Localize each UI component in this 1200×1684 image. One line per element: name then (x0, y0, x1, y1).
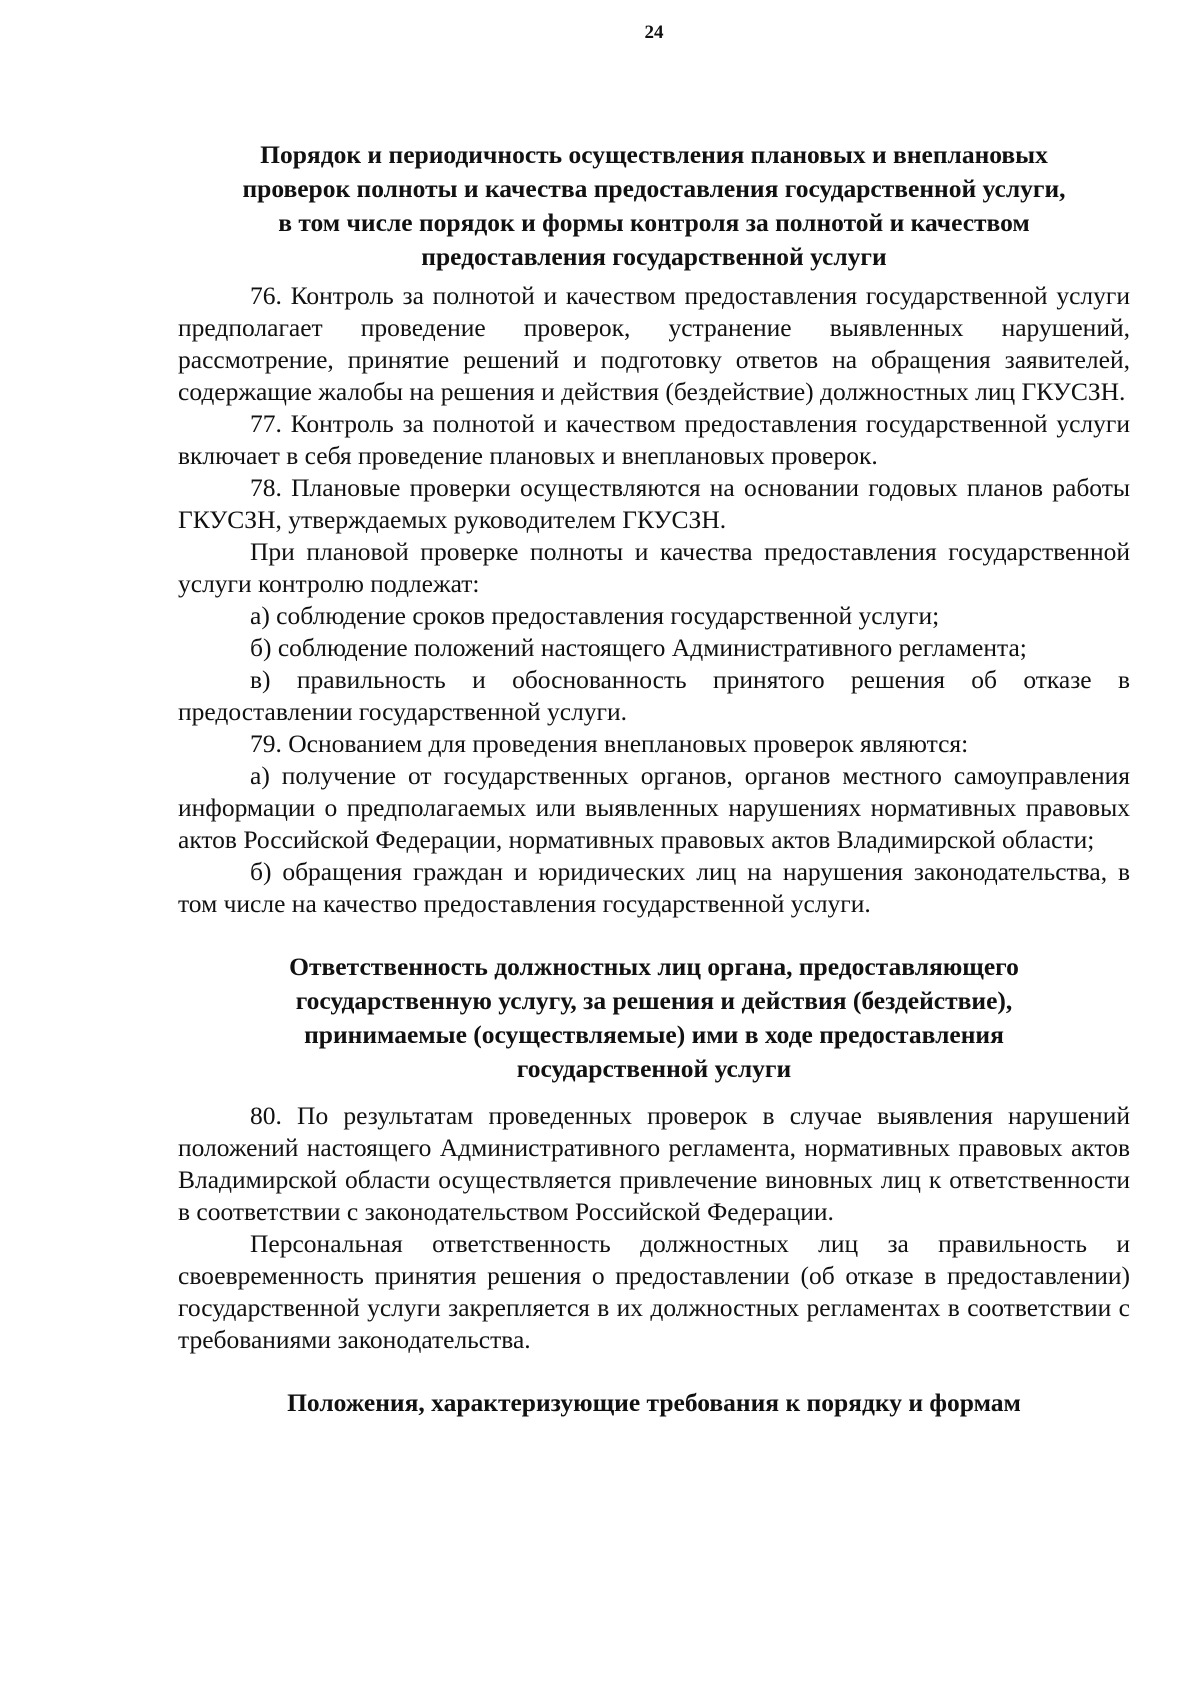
section-heading-control (178, 138, 1130, 274)
heading-line: принимаемые (осуществляемые) ими в ходе предоставления (304, 1020, 1004, 1049)
page-content (178, 138, 1130, 1420)
list-item-b: б) соблюдение положений настоящего Административного регламента; (250, 633, 1027, 662)
heading-line: в том числе порядок и формы контроля за полнотой и качеством (278, 208, 1030, 237)
list-item-v: в) правильность и обоснованность принятого решения об отказе в предоставлении государственной услуги. (178, 665, 1130, 726)
paragraph-planned-check: При плановой проверке полноты и качества предоставления государственной услуги контролю подлежат: (178, 537, 1130, 598)
heading-line: Порядок и периодичность осуществления плановых и внеплановых (260, 140, 1048, 169)
list-item-a: а) соблюдение сроков предоставления государственной услуги; (250, 601, 940, 630)
heading-line: Положения, характеризующие требования к порядку и формам (287, 1388, 1021, 1417)
heading-line: Ответственность должностных лиц органа, предоставляющего (289, 952, 1019, 981)
paragraph-80: 80. По результатам проведенных проверок в случае выявления нарушений положений настоящего Административного регламента, нормативных правовых актов Владимирской области осуществляется привлечение виновных лиц к ответственности в соответствии с законодательством Российской Федерации. (178, 1101, 1130, 1226)
heading-line: государственной услуги (516, 1054, 792, 1083)
paragraph-79: 79. Основанием для проведения внеплановых проверок являются: (250, 729, 969, 758)
paragraph-76: 76. Контроль за полнотой и качеством предоставления государственной услуги предполагает проведение проверок, устранение выявленных нарушений, рассмотрение, принятие решений и подготовку ответов на обращения заявителей, содержащие жалобы на решения и действия (бездействие) должностных лиц ГКУСЗН. (178, 281, 1130, 406)
list-item-b-unscheduled: б) обращения граждан и юридических лиц на нарушения законодательства, в том числе на качество предоставления государственной услуги. (178, 857, 1130, 918)
paragraph-personal-responsibility: Персональная ответственность должностных лиц за правильность и своевременность принятия решения о предоставлении (об отказе в предоставлении) государственной услуги закрепляется в их должностных регламентах в соответствии с требованиями законодательства. (178, 1229, 1130, 1354)
section-spacer (178, 1356, 1130, 1386)
list-item-a-unscheduled: а) получение от государственных органов, органов местного самоуправления информации о предполагаемых или выявленных нарушениях нормативных правовых актов Российской Федерации, нормативных правовых актов Владимирской области; (178, 761, 1130, 854)
section-spacer (178, 920, 1130, 950)
section-heading-responsibility (178, 950, 1130, 1086)
section-heading-provisions (178, 1386, 1130, 1420)
heading-line: государственную услугу, за решения и действия (бездействие), (295, 986, 1013, 1015)
page-number: 24 (644, 22, 664, 43)
paragraph-78: 78. Плановые проверки осуществляются на основании годовых планов работы ГКУСЗН, утверждаемых руководителем ГКУСЗН. (178, 473, 1130, 534)
heading-line: проверок полноты и качества предоставления государственной услуги, (242, 174, 1066, 203)
paragraph-77: 77. Контроль за полнотой и качеством предоставления государственной услуги включает в себя проведение плановых и внеплановых проверок. (178, 409, 1130, 470)
heading-line: предоставления государственной услуги (421, 242, 887, 271)
